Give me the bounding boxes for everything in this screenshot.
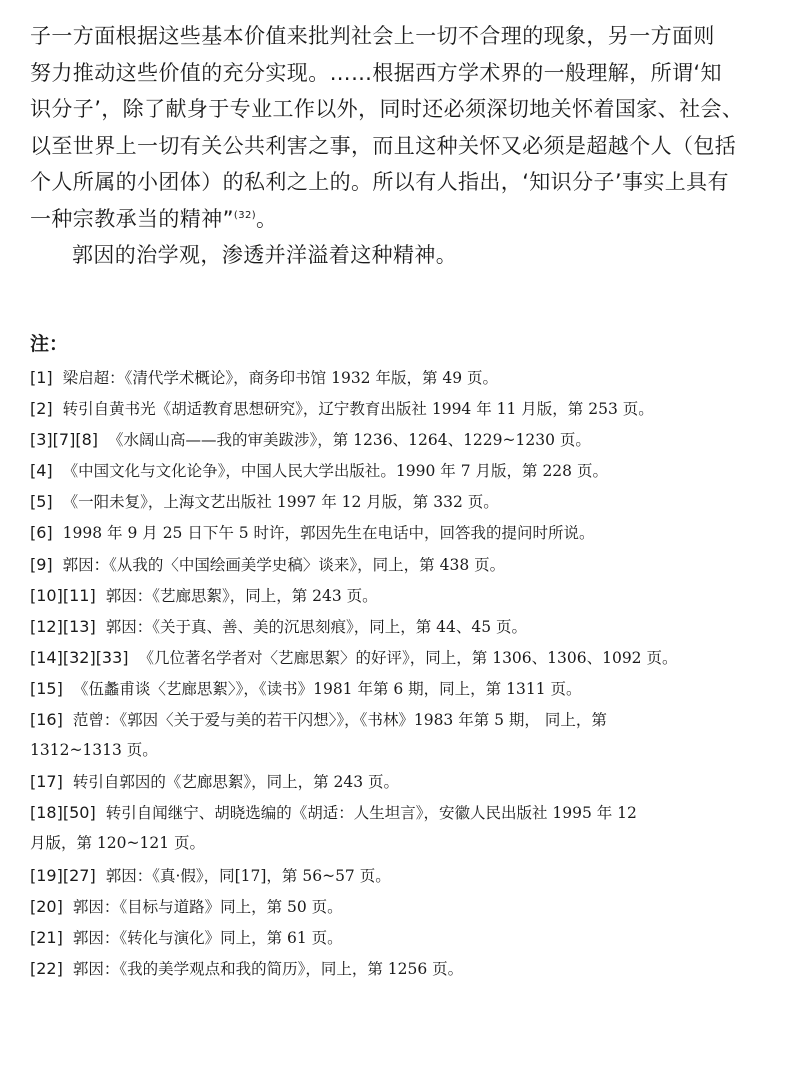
- note-item: [30, 891, 780, 922]
- note-text: 《几位著名学者对〈艺廊思絮〉的好评》，同上，第 1306、1306、1092 页。: [138, 648, 678, 667]
- note-number: [20]: [30, 896, 63, 916]
- note-item: [30, 486, 780, 517]
- note-item: [30, 735, 780, 766]
- note-number: [3][7][8]: [30, 430, 98, 450]
- note-number: [4]: [30, 461, 53, 481]
- body-line: 努力推动这些价值的充分实现。……根据西方学术界的一般理解，所谓‘知: [30, 60, 722, 85]
- note-item: [30, 393, 780, 424]
- note-text: 《一阳未复》，上海文艺出版社 1997 年 12 月版，第 332 页。: [62, 493, 499, 512]
- note-text: 《水阔山高——我的审美跋涉》，第 1236、1264、1229~1230 页。: [108, 431, 591, 450]
- note-text: 转引自闻继宁、胡晓选编的《胡适：人生坦言》，安徽人民出版社 1995 年 12: [105, 804, 637, 823]
- note-text: 郭因：《真·假》，同[17]，第 56~57 页。: [105, 866, 391, 885]
- note-text: 郭因：《我的美学观点和我的简历》，同上，第 1256 页。: [72, 959, 464, 978]
- note-item: [30, 611, 780, 642]
- note-item: [30, 766, 780, 797]
- note-text: 郭因：《艺廊思絮》，同上，第 243 页。: [105, 586, 378, 605]
- note-text: 1998 年 9 月 25 日下午 5 时许，郭因先生在电话中，回答我的提问时所说。: [62, 524, 595, 543]
- note-text: 郭因：《从我的〈中国绘画美学史稿〉谈来》，同上，第 438 页。: [62, 555, 506, 574]
- body-line: 子一方面根据这些基本价值来批判社会上一切不合理的现象，另一方面则: [30, 24, 715, 48]
- closing-paragraph: 郭因的治学观，渗透并洋溢着这种精神。: [72, 243, 458, 267]
- body-line: 以至世界上一切有关公共利害之事，而且这种关怀又必须是超越个人（包括: [30, 133, 737, 158]
- note-item: [30, 517, 780, 548]
- body-line-last-end: 。: [256, 206, 278, 231]
- note-number: [9]: [30, 554, 53, 574]
- note-text: 梁启超：《清代学术概论》，商务印书馆 1932 年版，第 49 页。: [62, 369, 499, 387]
- note-number: [21]: [30, 927, 63, 947]
- body-line-last: [30, 201, 775, 238]
- note-item: [30, 953, 780, 984]
- body-line-last-text: 一种宗教承当的精神”: [30, 206, 234, 231]
- note-item: [30, 424, 780, 455]
- note-number: [22]: [30, 958, 63, 978]
- note-number: [18][50]: [30, 803, 96, 823]
- note-item: [30, 828, 780, 859]
- body-line: 个人所属的小团体）的私利之上的。所以有人指出，‘知识分子’事实上具有: [30, 170, 729, 194]
- note-item: [30, 922, 780, 953]
- note-number: [19][27]: [30, 865, 96, 885]
- note-number: [16]: [30, 710, 63, 730]
- note-text: 1312~1313 页。: [30, 741, 158, 760]
- body-text: [30, 18, 775, 274]
- note-text: 《伍蠡甫谈〈艺廊思絮〉》，《读书》1981 年第 6 期，同上，第 1311 页。: [72, 679, 582, 698]
- note-number: [14][32][33]: [30, 647, 129, 667]
- note-number: [5]: [30, 492, 53, 512]
- note-number: [15]: [30, 678, 63, 698]
- note-number: [10][11]: [30, 585, 96, 605]
- note-item: [30, 580, 780, 611]
- note-text: 范曾：《郭因〈关于爱与美的若干闪想〉》，《书林》1983 年第 5 期， 同上，第: [72, 711, 607, 730]
- note-item: [30, 549, 780, 580]
- note-number: [1]: [30, 368, 53, 387]
- notes-list: [30, 362, 780, 984]
- note-number: [17]: [30, 772, 63, 792]
- note-text: 郭因：《转化与演化》同上，第 61 页。: [72, 928, 343, 947]
- note-text: 郭因：《目标与道路》同上，第 50 页。: [72, 897, 343, 916]
- note-item: [30, 455, 780, 486]
- note-number: [2]: [30, 399, 53, 419]
- note-item: [30, 704, 780, 735]
- note-text: 郭因：《关于真、善、美的沉思刻痕》，同上，第 44、45 页。: [105, 617, 527, 636]
- notes-heading: 注：: [30, 333, 69, 355]
- note-text: 转引自郭因的《艺廊思絮》，同上，第 243 页。: [72, 773, 400, 792]
- note-item: [30, 673, 780, 704]
- note-item: [30, 797, 780, 828]
- note-text: 转引自黄书光《胡适教育思想研究》，辽宁教育出版社 1994 年 11 月版，第 253 页。: [62, 400, 654, 419]
- note-text: 《中国文化与文化论争》，中国人民大学出版社。1990 年 7 月版，第 228 页。: [62, 462, 608, 481]
- note-number: [6]: [30, 523, 53, 543]
- footnote-ref: (32): [233, 209, 257, 221]
- body-line: 识分子’，除了献身于专业工作以外，同时还必须深切地关怀着国家、社会、: [30, 97, 744, 121]
- note-number: [12][13]: [30, 616, 96, 636]
- note-text: 月版，第 120~121 页。: [30, 834, 206, 853]
- note-item: [30, 642, 780, 673]
- note-item: [30, 362, 780, 393]
- note-item: [30, 860, 780, 891]
